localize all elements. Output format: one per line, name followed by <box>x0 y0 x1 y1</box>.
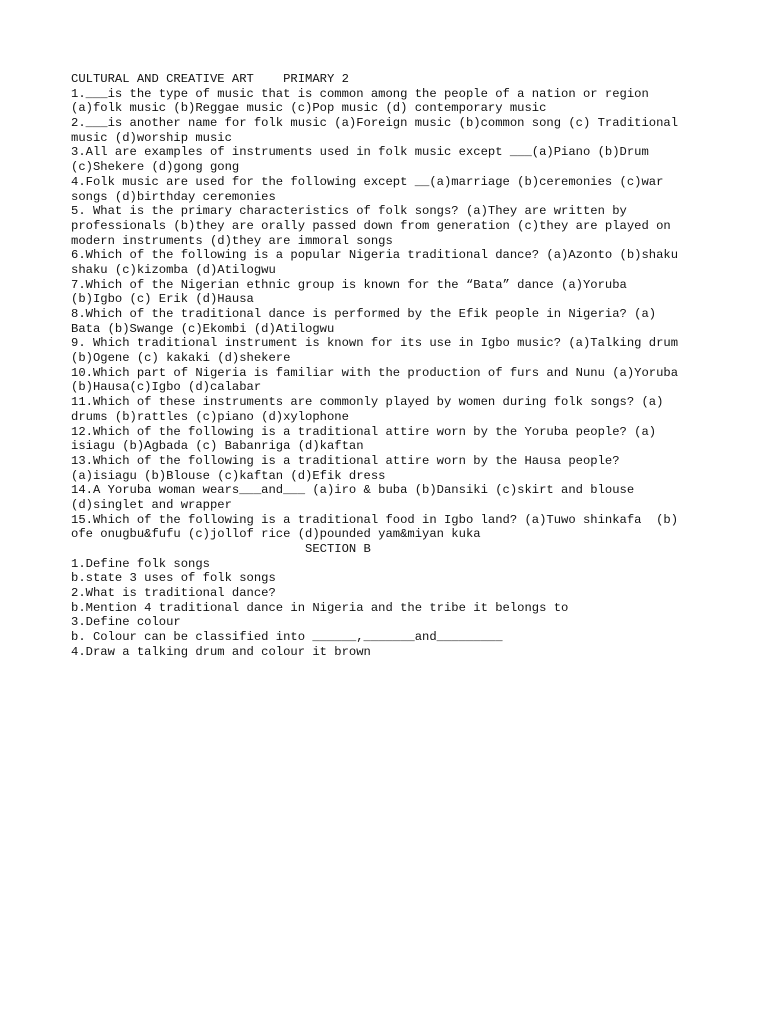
question-7-line-2: (b)Igbo (c) Erik (d)Hausa <box>71 292 254 307</box>
question-14-line-1: 14.A Yoruba woman wears___and___ (a)iro & buba (b)Dansiki (c)skirt and blouse <box>71 483 635 498</box>
question-7-line-1: 7.Which of the Nigerian ethnic group is known for the “Bata” dance (a)Yoruba <box>71 277 627 292</box>
question-1-line-2: (a)folk music (b)Reggae music (c)Pop music (d) contemporary music <box>71 101 547 116</box>
document-title: CULTURAL AND CREATIVE ART PRIMARY 2 <box>71 72 349 86</box>
question-9-line-2: (b)Ogene (c) kakaki (d)shekere <box>71 351 291 366</box>
section-b-heading: SECTION B <box>71 542 371 556</box>
question-4-line-1: 4.Folk music are used for the following except __(a)marriage (b)ceremonies (c)war <box>71 174 664 189</box>
question-8-line-1: 8.Which of the traditional dance is performed by the Efik people in Nigeria? (a) <box>71 307 657 321</box>
question-11-line-2: drums (b)rattles (c)piano (d)xylophone <box>71 409 349 424</box>
question-12-line-1: 12.Which of the following is a traditional attire worn by the Yoruba people? (a) <box>71 424 657 439</box>
question-15-line-2: ofe onugbu&fufu (c)jollof rice (d)pounded yam&miyan kuka <box>71 527 481 542</box>
question-12-line-2: isiagu (b)Agbada (c) Babanriga (d)kaftan <box>71 439 364 454</box>
section-b-item-1: 1.Define folk songs <box>71 556 210 571</box>
question-4-line-2: songs (d)birthday ceremonies <box>71 189 276 204</box>
question-15-line-1: 15.Which of the following is a traditional food in Igbo land? (a)Tuwo shinkafa (b) <box>71 512 679 527</box>
question-2-line-2: music (d)worship music <box>71 130 232 145</box>
section-b-item-2b: b.Mention 4 traditional dance in Nigeria and the tribe it belongs to <box>71 600 569 615</box>
question-6-line-2: shaku (c)kizomba (d)Atilogwu <box>71 262 276 277</box>
question-13-line-2: (a)isiagu (b)Blouse (c)kaftan (d)Efik dress <box>71 468 386 483</box>
question-8-line-2: Bata (b)Swange (c)Ekombi (d)Atilogwu <box>71 321 335 336</box>
question-2-line-1: 2.___is another name for folk music (a)Foreign music (b)common song (c) Traditional <box>71 116 679 131</box>
question-10-line-1: 10.Which part of Nigeria is familiar with the production of furs and Nunu (a)Yoruba <box>71 365 679 380</box>
question-13-line-1: 13.Which of the following is a traditional attire worn by the Hausa people? <box>71 453 620 468</box>
question-3-line-2: (c)Shekere (d)gong gong <box>71 160 240 175</box>
question-5-line-2: professionals (b)they are orally passed down from generation (c)they are played on <box>71 218 671 233</box>
section-b-item-4: 4.Draw a talking drum and colour it brown <box>71 644 371 659</box>
question-6-line-1: 6.Which of the following is a popular Nigeria traditional dance? (a)Azonto (b)shaku <box>71 248 679 263</box>
section-b-item-3: 3.Define colour <box>71 615 181 630</box>
question-11-line-1: 11.Which of these instruments are commonly played by women during folk songs? (a) <box>71 395 664 410</box>
question-9-line-1: 9. Which traditional instrument is known for its use in Igbo music? (a)Talking drum <box>71 336 679 351</box>
question-10-line-2: (b)Hausa(c)Igbo (d)calabar <box>71 380 262 395</box>
question-5-line-1: 5. What is the primary characteristics of folk songs? (a)They are written by <box>71 204 627 219</box>
document-page <box>71 72 711 660</box>
section-b-item-2: 2.What is traditional dance? <box>71 586 276 601</box>
section-b-item-1b: b.state 3 uses of folk songs <box>71 571 276 586</box>
question-5-line-3: modern instruments (d)they are immoral songs <box>71 233 393 248</box>
question-14-line-2: (d)singlet and wrapper <box>71 497 232 512</box>
question-1-line-1: 1.___is the type of music that is common among the people of a nation or region <box>71 86 649 101</box>
section-b-item-3b: b. Colour can be classified into ______,_______and_________ <box>71 630 503 645</box>
question-3-line-1: 3.All are examples of instruments used in folk music except ___(a)Piano (b)Drum <box>71 145 649 160</box>
